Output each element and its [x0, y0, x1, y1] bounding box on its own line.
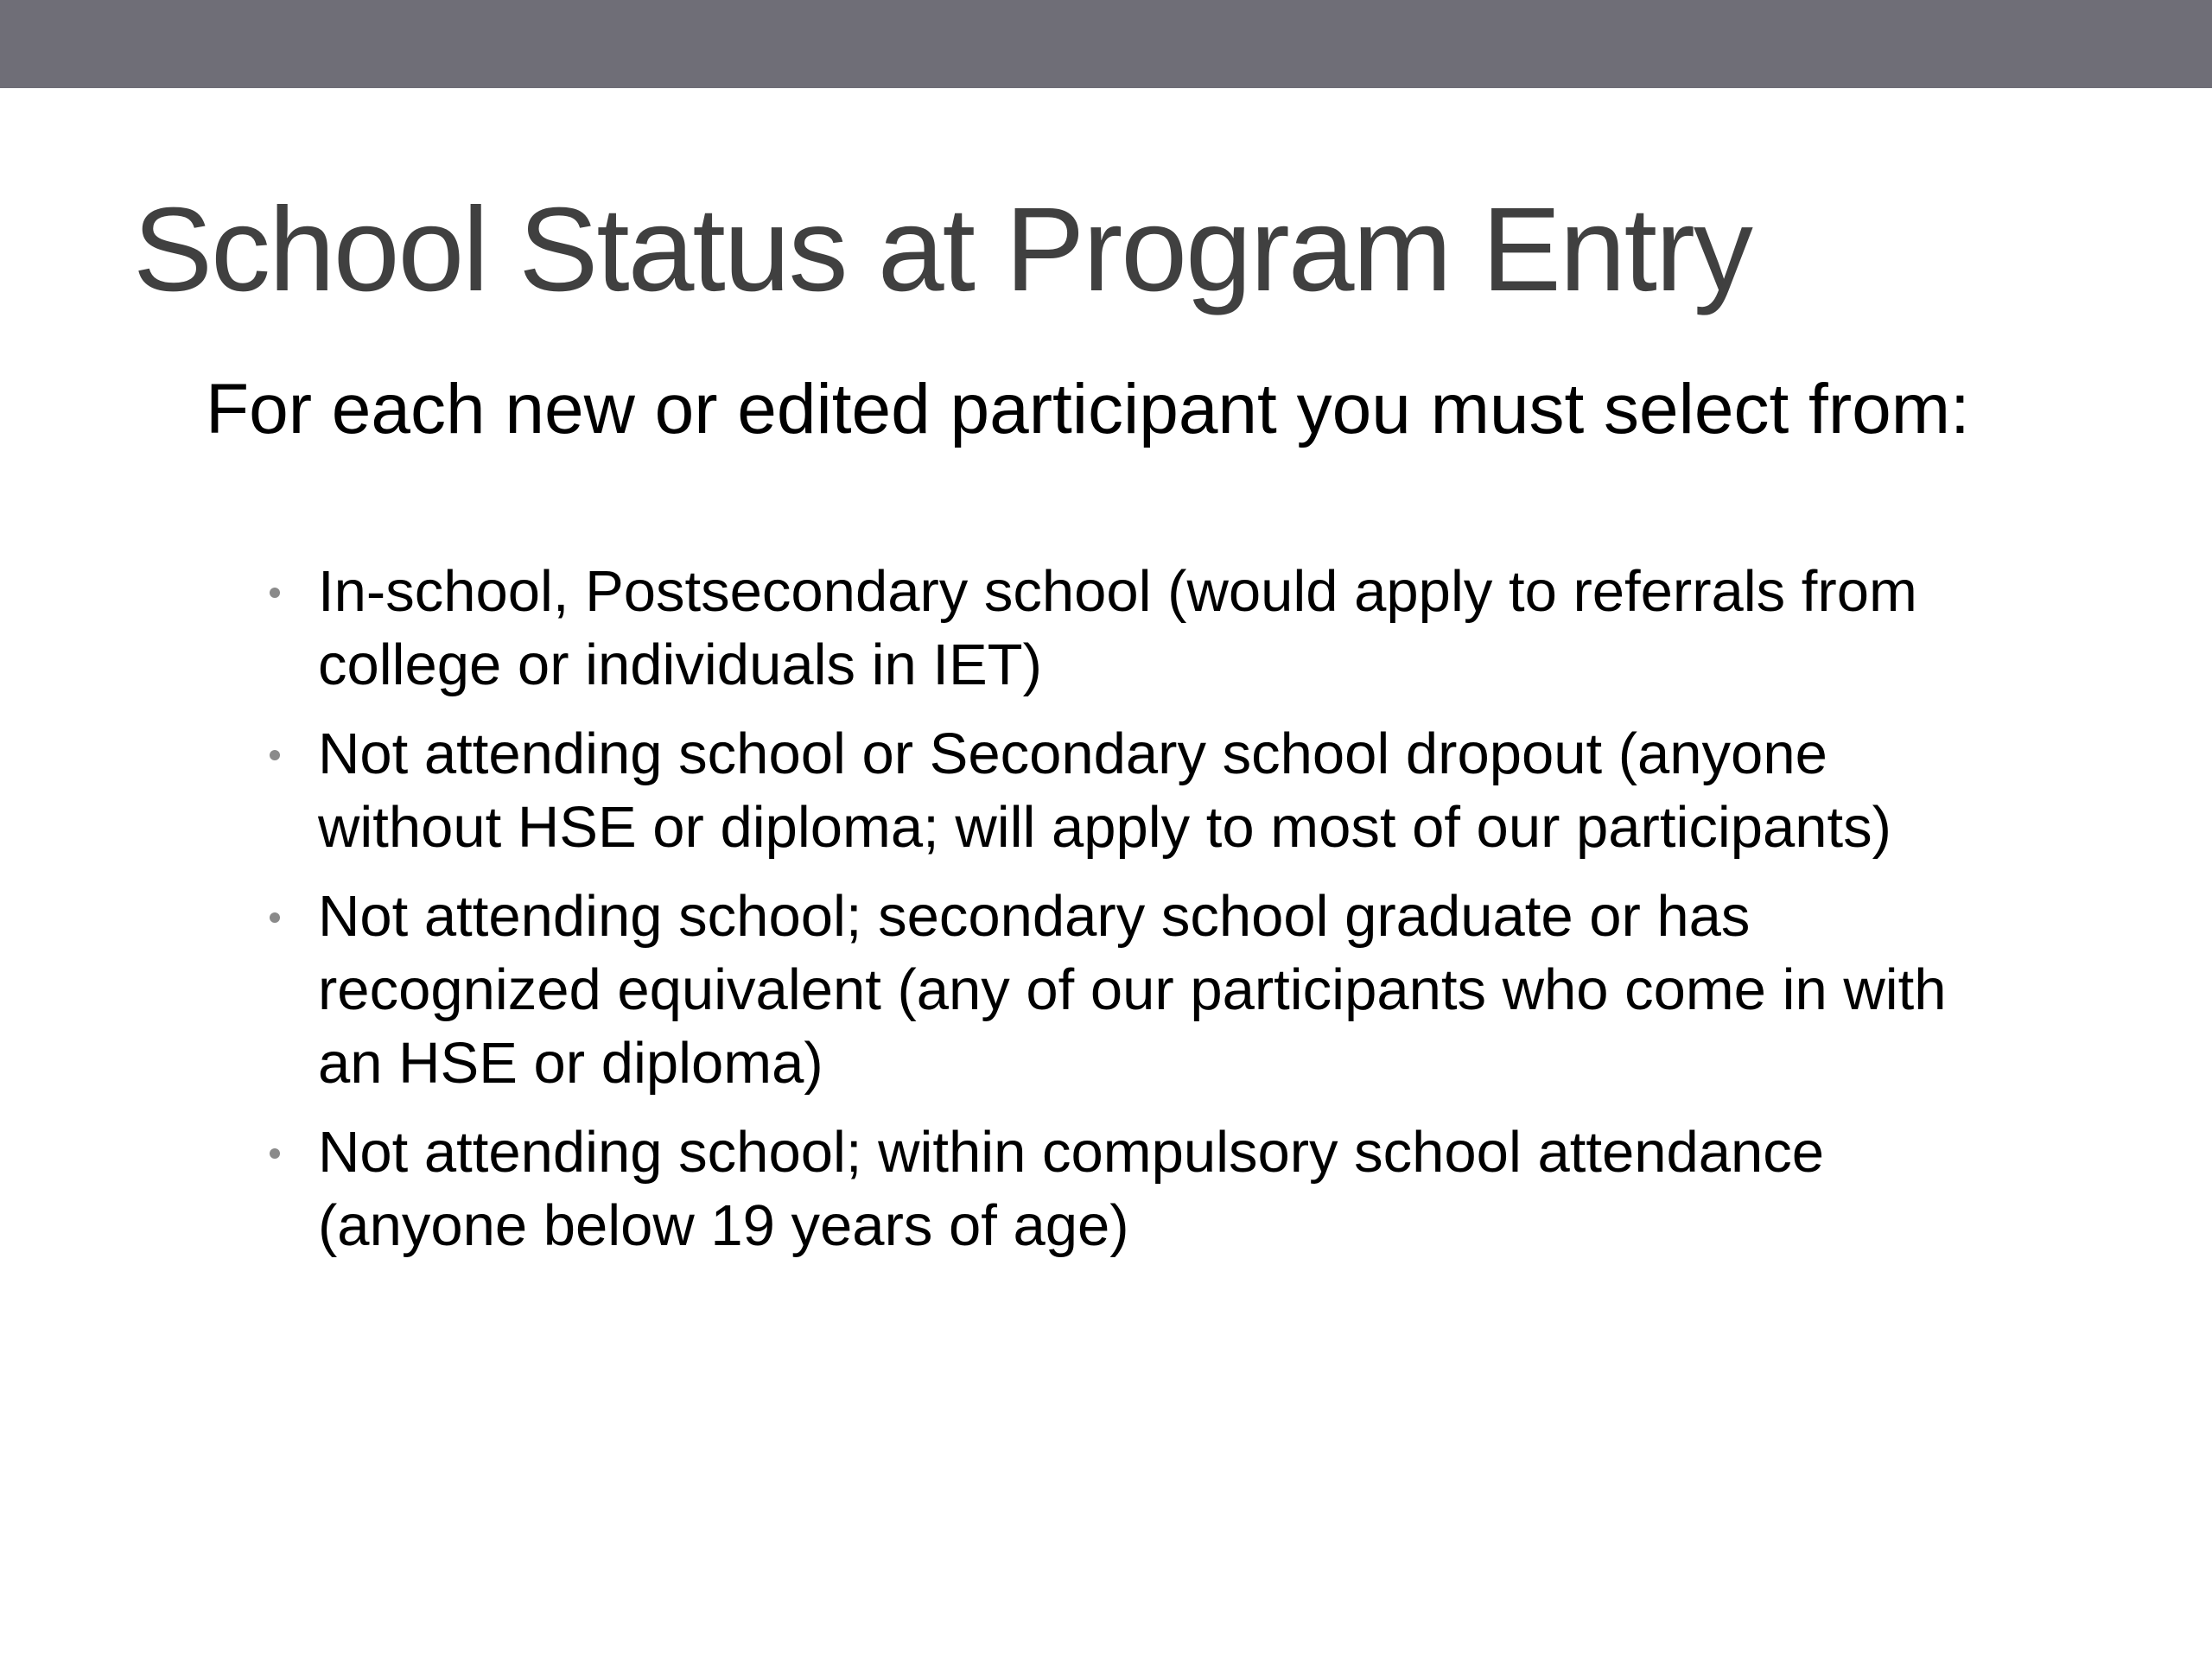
bullet-text: Not attending school; secondary school graduate or has recognized equivalent (any of our participants who come in with an HSE or diploma) — [318, 884, 1947, 1096]
bullet-dot-icon — [270, 912, 280, 923]
bullet-dot-icon — [270, 750, 280, 760]
bullet-item — [270, 880, 2015, 1100]
bullet-text: In-school, Postsecondary school (would apply to referrals from college or individuals in IET) — [318, 559, 1917, 697]
bullet-text: Not attending school or Secondary school dropout (anyone without HSE or diploma; will apply to most of our participants) — [318, 721, 1891, 860]
bullet-text: Not attending school; within compulsory school attendance (anyone below 19 years of age) — [318, 1120, 1825, 1258]
intro-text: For each new or edited participant you must select from: — [206, 370, 1970, 448]
bullet-item — [270, 1116, 2015, 1262]
bullet-item — [270, 555, 2015, 702]
bullet-dot-icon — [270, 1148, 280, 1159]
bullet-dot-icon — [270, 588, 280, 598]
bullet-list — [270, 555, 2015, 1278]
top-bar — [0, 0, 2212, 88]
slide-title: School Status at Program Entry — [133, 183, 1751, 316]
bullet-item — [270, 717, 2015, 864]
